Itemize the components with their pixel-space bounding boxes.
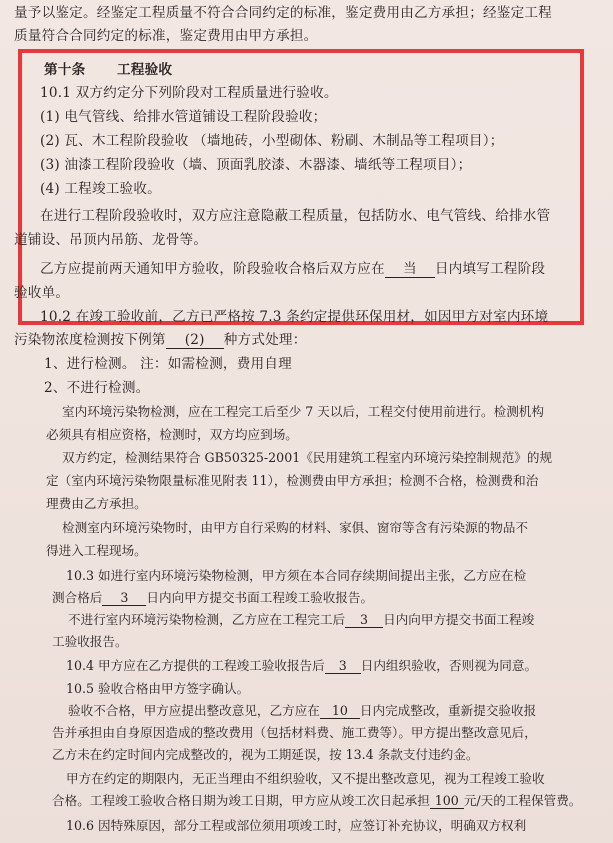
text-fragment: 日内组织验收，否则视为同意。 <box>360 658 538 673</box>
text-fragment: 合格。工程竣工验收合格日期为竣工日期，甲方应从竣工次日起承担 <box>52 793 430 808</box>
text-line: 验收单。 <box>14 285 70 301</box>
clause-10-1: 10.1 双方约定分下列阶段对工程质量进行验收。 <box>40 85 338 101</box>
list-item: (3) 油漆工程阶段验收（墙、顶面乳胶漆、木器漆、墙纸等工程项目）； <box>40 157 472 173</box>
list-item: (4) 工程竣工验收。 <box>40 181 161 197</box>
fill-in-value: 3 <box>102 590 146 606</box>
text-fragment: 日内完成整改，重新提交验收报 <box>359 703 537 718</box>
fill-in-value: 10 <box>320 703 360 719</box>
text-line: 量予以鉴定。经鉴定工程质量不符合合同约定的标准，鉴定费用由乙方承担；经鉴定工程 <box>14 5 552 21</box>
text-line: 理费由乙方承担。 <box>46 496 147 511</box>
text-line: 检测室内环境污染物时，由甲方自行采购的材料、家俱、窗帘等含有污染源的物品不 <box>62 520 528 535</box>
text-line: 道铺设、吊顶内吊筋、龙骨等。 <box>14 232 208 248</box>
fill-in-value: 100 <box>430 793 464 809</box>
text-line: 必须具有相应资格，检测时，双方均应到场。 <box>46 427 298 442</box>
text-line <box>68 702 536 720</box>
text-line: 双方约定，检测结果符合 GB50325-2001《民用建筑工程室内环境污染控制规范》的规 <box>62 450 553 465</box>
text-fragment: 元/天的工程保管费。 <box>463 793 582 808</box>
fill-in-value: 3 <box>325 658 361 674</box>
text-fragment: 验收不合格，甲方应提出整改意见，乙方应在 <box>68 703 320 718</box>
clause-10-5: 10.5 验收合格由甲方签字确认。 <box>66 681 250 696</box>
text-line: 乙方未在约定时间内完成整改的，视为工期延误，按 13.4 条款支付违约金。 <box>52 747 479 762</box>
text-fragment: 种方式处理： <box>223 332 307 348</box>
text-line: 在进行工程阶段验收时，双方应注意隐蔽工程质量，包括防水、电气管线、给排水管 <box>40 208 551 224</box>
option-item: 1、进行检测。 注：如需检测，费用自理 <box>44 356 292 372</box>
text-fragment: 10.4 甲方应在乙方提供的工程竣工验收报告后 <box>66 658 325 673</box>
clause-10-2: 10.2 在竣工验收前，乙方已严格按 7.3 条约定提供环保用材，如因甲方对室内环境 <box>40 309 549 325</box>
text-line <box>52 589 373 607</box>
text-line <box>68 611 534 629</box>
text-line: 得进入工程现场。 <box>46 543 147 558</box>
option-item: 2、不进行检测。 <box>44 380 150 396</box>
text-line: 质量符合合同约定的标准，鉴定费用由甲方承担。 <box>14 28 318 44</box>
clause-10-4 <box>66 657 537 675</box>
article-number: 第十条 <box>44 62 86 78</box>
text-line: 定（室内环境污染物限量标准见附表 11），检测费由甲方承担；检测不合格，检测费和治 <box>46 473 539 488</box>
text-line: 室内环境污染物检测，应在工程完工后至少 7 天以后，工程交付使用前进行。检测机构 <box>62 404 544 419</box>
text-line: 工验收报告。 <box>52 634 128 649</box>
fill-in-value: (2) <box>166 333 224 349</box>
text-fragment: 乙方应提前两天通知甲方验收，阶段验收合格后双方应在 <box>40 261 385 277</box>
text-fragment: 日内向甲方提交书面工程竣工验收报告。 <box>146 590 374 605</box>
list-item: (1) 电气管线、给排水管道铺设工程阶段验收； <box>40 109 327 125</box>
text-line <box>40 260 545 278</box>
text-fragment: 不进行室内环境污染物检测，乙方应在工程完工后 <box>68 612 346 627</box>
text-fragment: 测合格后 <box>52 590 103 605</box>
fill-in-value: 3 <box>345 612 383 628</box>
text-line: 告并承担由自身原因造成的整改费用（包括材料费、施工费等）。甲方提出整改意见后， <box>52 725 537 740</box>
list-item: (2) 瓦、木工程阶段验收 （墙地砖，小型砌体、粉刷、木制品等工程项目）； <box>40 133 504 149</box>
article-title: 工程验收 <box>117 62 173 78</box>
text-line: 甲方在约定的期限内，无正当理由不组织验收，又不提出整改意见，视为工程竣工验收 <box>66 771 545 786</box>
text-fragment: 污染物浓度检测按下例第 <box>14 332 166 348</box>
text-fragment: 日内填写工程阶段 <box>434 261 546 277</box>
fill-in-value: 当 <box>385 262 435 278</box>
text-line <box>52 792 581 810</box>
clause-10-6: 10.6 因特殊原因，部分工程或部位须用项竣工时，应签订补充协议，明确双方权利 <box>66 818 527 833</box>
text-fragment: 日内向甲方提交书面工程竣 <box>383 612 535 627</box>
text-line <box>14 331 307 349</box>
clause-10-3: 10.3 如进行室内环境污染物检测，甲方须在本合同存续期间提出主张，乙方应在检 <box>66 568 527 583</box>
